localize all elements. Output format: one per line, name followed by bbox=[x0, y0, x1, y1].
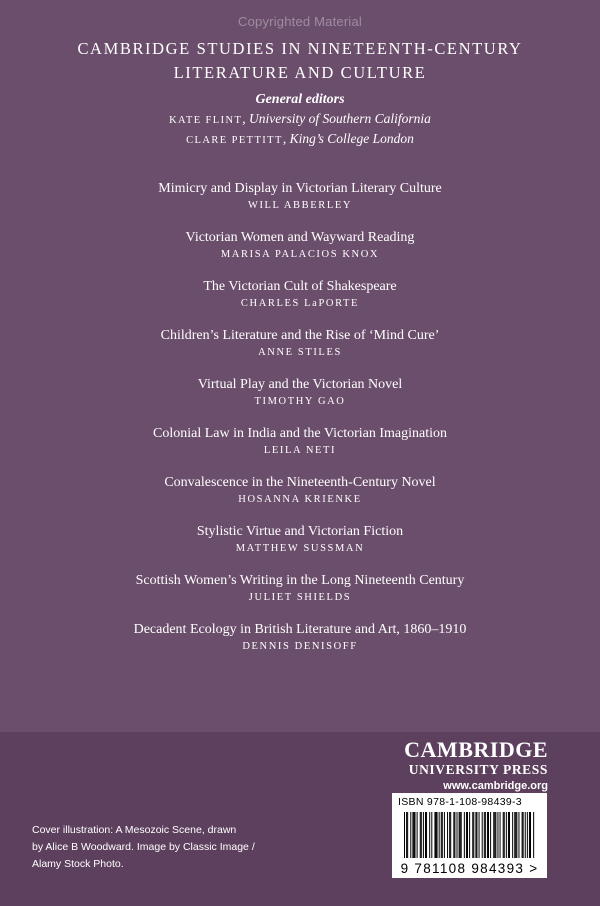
barcode bbox=[392, 793, 547, 878]
book-entry bbox=[0, 277, 600, 326]
barcode-digits: 9 781108 984393 > bbox=[400, 861, 539, 876]
book-author: HOSANNA KRIENKE bbox=[238, 494, 362, 505]
editor-separator: , bbox=[242, 111, 250, 126]
book-author: LEILA NETI bbox=[263, 445, 337, 456]
barcode-bars bbox=[404, 812, 535, 858]
editor-name: CLARE PETTITT bbox=[186, 135, 283, 146]
publisher-name: CAMBRIDGE bbox=[404, 737, 548, 762]
book-entry bbox=[0, 424, 600, 473]
watermark: Copyrighted Material bbox=[238, 14, 362, 29]
book-title: Scottish Women’s Writing in the Long Nineteenth Century bbox=[135, 573, 465, 588]
book-title: Colonial Law in India and the Victorian Imagination bbox=[153, 426, 447, 441]
cover-credit bbox=[32, 822, 312, 873]
book-entry bbox=[0, 522, 600, 571]
editor-separator: , bbox=[282, 131, 290, 146]
editors-heading: General editors bbox=[255, 92, 345, 107]
book-entry bbox=[0, 571, 600, 620]
book-author: CHARLES LaPORTE bbox=[240, 298, 360, 309]
book-entry bbox=[0, 179, 600, 228]
book-author: TIMOTHY GAO bbox=[254, 396, 346, 407]
series-title-line-1: CAMBRIDGE STUDIES IN NINETEENTH-CENTURY bbox=[77, 39, 523, 58]
editor-affiliation: King’s College London bbox=[289, 131, 414, 146]
book-entry bbox=[0, 375, 600, 424]
editor-entry bbox=[0, 131, 600, 147]
book-title: The Victorian Cult of Shakespeare bbox=[203, 279, 397, 294]
book-author: MARISA PALACIOS KNOX bbox=[220, 249, 380, 260]
credit-line-2: by Alice B Woodward. Image by Classic Image / bbox=[32, 841, 255, 853]
book-author: JULIET SHIELDS bbox=[248, 592, 352, 603]
book-entry bbox=[0, 473, 600, 522]
editor-name: KATE FLINT bbox=[169, 115, 243, 126]
book-list bbox=[0, 179, 600, 669]
book-entry bbox=[0, 228, 600, 277]
book-author: WILL ABBERLEY bbox=[247, 200, 353, 211]
isbn-label: ISBN 978-1-108-98439-3 bbox=[398, 796, 522, 808]
book-entry bbox=[0, 620, 600, 669]
book-title: Children’s Literature and the Rise of ‘Mind Cure’ bbox=[160, 328, 440, 343]
credit-line-3: Alamy Stock Photo. bbox=[32, 858, 124, 870]
publisher-logo bbox=[388, 738, 548, 794]
book-entry bbox=[0, 326, 600, 375]
book-title: Mimicry and Display in Victorian Literary Culture bbox=[158, 181, 442, 196]
book-title: Victorian Women and Wayward Reading bbox=[185, 230, 415, 245]
book-title: Convalescence in the Nineteenth-Century Novel bbox=[164, 475, 436, 490]
book-author: ANNE STILES bbox=[258, 347, 342, 358]
credit-line-1: Cover illustration: A Mesozoic Scene, drawn bbox=[32, 824, 237, 836]
book-author: DENNIS DENISOFF bbox=[242, 641, 358, 652]
publisher-press: UNIVERSITY PRESS bbox=[408, 762, 548, 777]
series-title-line-2: LITERATURE AND CULTURE bbox=[173, 63, 427, 82]
editor-entry bbox=[0, 111, 600, 127]
publisher-url: www.cambridge.org bbox=[443, 780, 548, 792]
editor-affiliation: University of Southern California bbox=[249, 111, 431, 126]
book-title: Decadent Ecology in British Literature and Art, 1860–1910 bbox=[133, 622, 467, 637]
book-author: MATTHEW SUSSMAN bbox=[235, 543, 365, 554]
series-title bbox=[0, 37, 600, 85]
book-title: Stylistic Virtue and Victorian Fiction bbox=[196, 524, 404, 539]
book-title: Virtual Play and the Victorian Novel bbox=[197, 377, 403, 392]
